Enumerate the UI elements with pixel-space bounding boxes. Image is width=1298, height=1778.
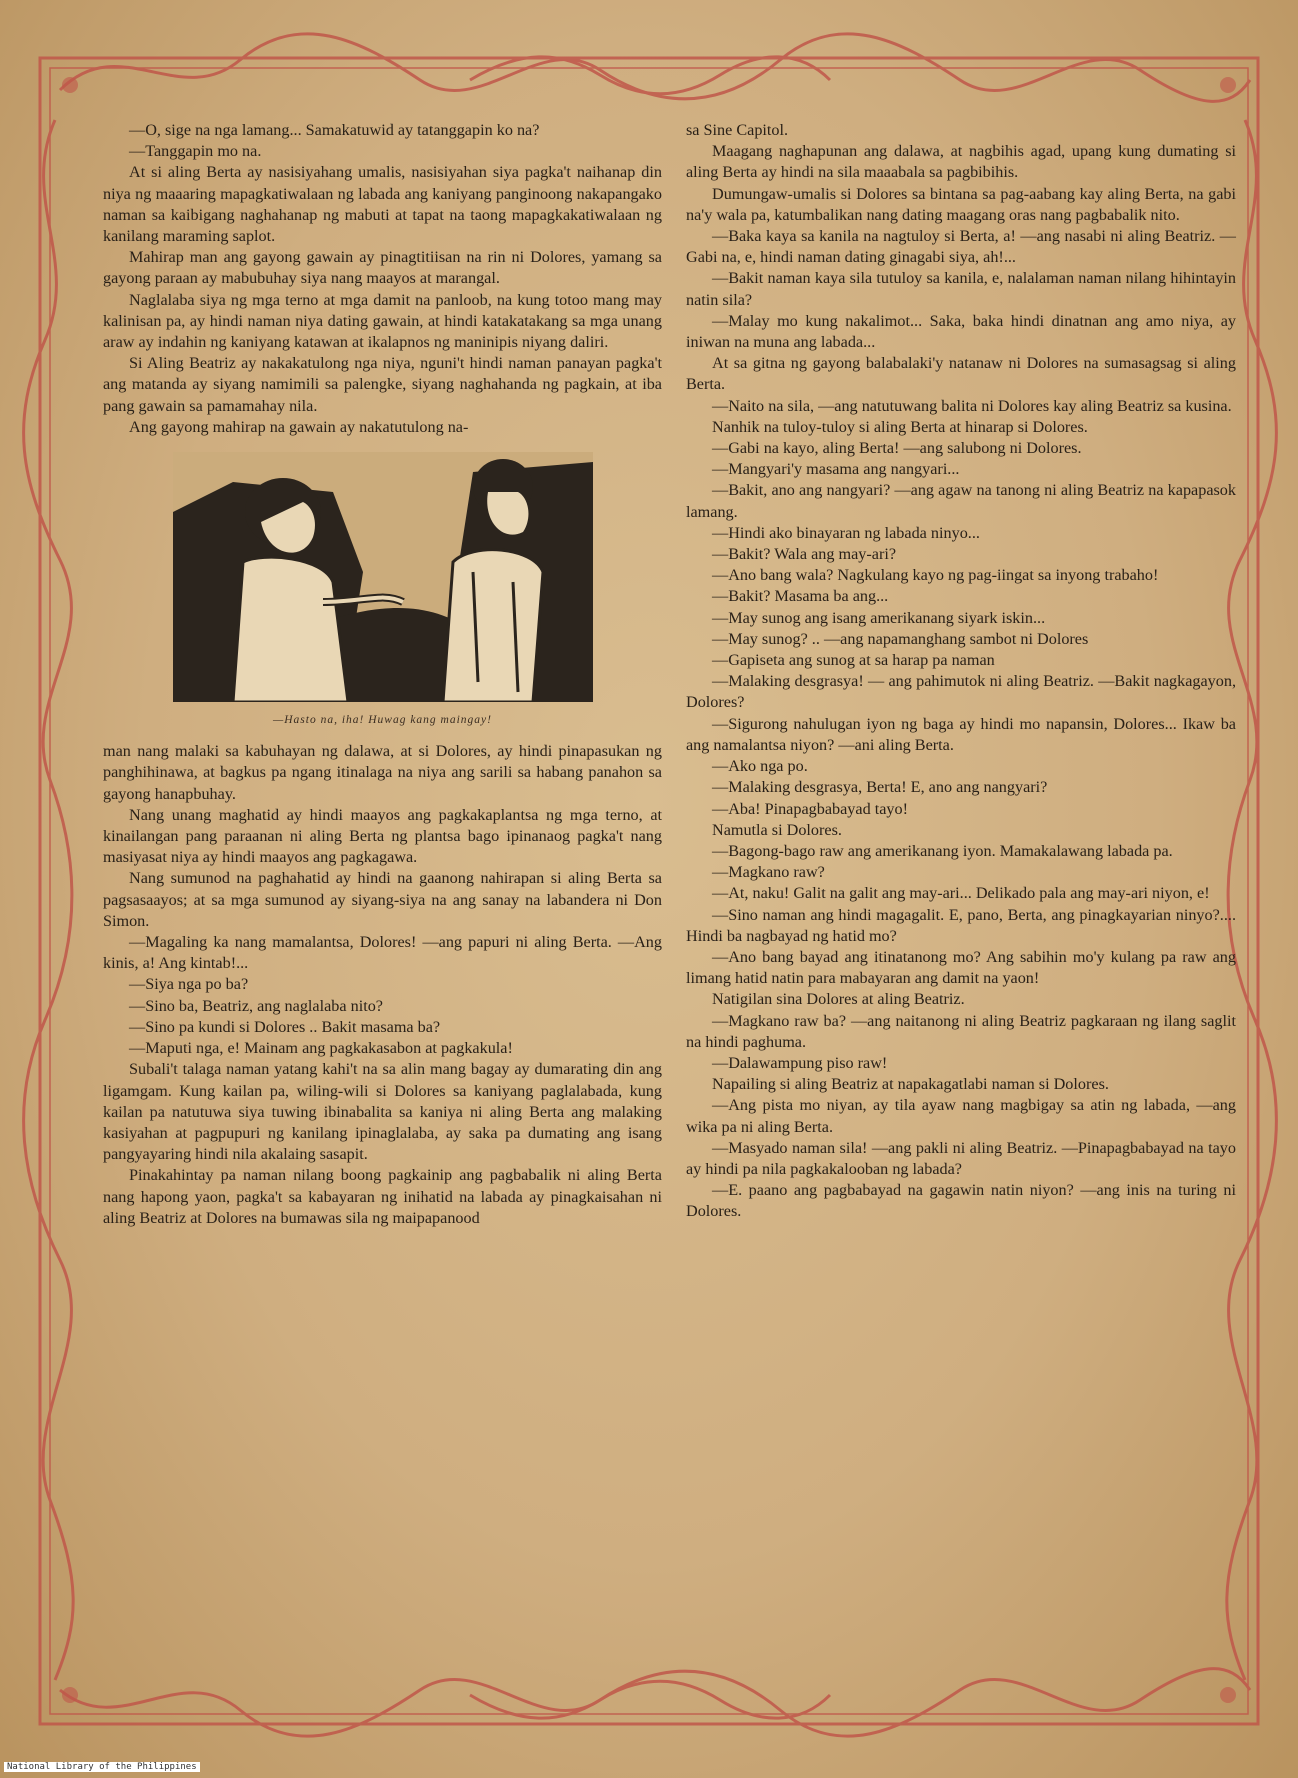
- paragraph: —Malay mo kung nakalimot... Saka, baka hindi dinatnan ang amo niya, ay iniwan na muna ang labada...: [686, 311, 1236, 352]
- paragraph: —Sino naman ang hindi magagalit. E, pano, Berta, ang pinagkayarian ninyo?.... Hindi ba nagbayad ng hatid mo?: [686, 905, 1236, 945]
- paragraph: —Gapiseta ang sunog at sa harap pa naman: [712, 651, 995, 670]
- paragraph: Si Aling Beatriz ay nakakatulong nga niya, nguni't hindi naman panayan pagka't ang matanda ay siyang namimili sa palengke, siyang naghahanda ng pagkain, at iba pang gawain sa pamamahay nila.: [103, 354, 662, 415]
- paragraph: —Sigurong nahulugan iyon ng baga ay hindi mo napansin, Dolores... Ikaw ba ang namalantsa niyon? —ani aling Berta.: [686, 714, 1236, 754]
- paragraph: —Dalawampung piso raw!: [712, 1053, 888, 1072]
- paragraph: —E. paano ang pagbabayad na gagawin natin niyon? —ang inis na turing ni Dolores.: [686, 1181, 1236, 1221]
- paragraph: —Magkano raw ba? —ang naitanong ni aling Beatriz pagkaraan ng ilang saglit na hindi paghuma.: [686, 1011, 1236, 1051]
- left-column: [103, 120, 662, 1229]
- paragraph: —At, naku! Galit na galit ang may-ari... Delikado pala ang may-ari niyon, e!: [712, 884, 1210, 903]
- paragraph: —Ang pista mo niyan, ay tila ayaw nang magbigay sa atin ng labada, —ang wika pa ni aling Berta.: [686, 1096, 1236, 1136]
- paragraph: —Bakit, ano ang nangyari? —ang agaw na tanong ni aling Beatriz na kapapasok lamang.: [686, 481, 1236, 521]
- paragraph: —Gabi na kayo, aling Berta! —ang salubong ni Dolores.: [712, 439, 1082, 458]
- paragraph: At si aling Berta ay nasisiyahang umalis, nasisiyahan siya pagka't naihanap din niya ng maaaring mapagkatiwalaan ng labada ang kaniyang panginoong nakapangako naman sa kaibigang naghahanap ng mabuti at tapat na taong mapagkakatiwalaan ng kanilang maraming saplot.: [103, 163, 662, 246]
- paragraph: Nang unang maghatid ay hindi maayos ang pagkakaplantsa ng mga terno, at kinailangan pang paraanan ni aling Berta ng plantsa bago ipinanaog pagka't nang masiyasat niya ay hindi maayos ang pagkagawa.: [103, 805, 662, 867]
- paragraph: —Aba! Pinapagbabayad tayo!: [712, 799, 908, 818]
- paragraph: Subali't talaga naman yatang kahi't na sa alin mang bagay ay dumarating din ang ligamgam. Kung kailan pa, wiling-wili si Dolores sa kaniyang paglalabada, kung kailan pa natutuwa siya tuwing ibinabalita sa kaniya ni aling Berta ang malaking kasiyahan at pagpupuri ng kanilang ipinaglalaba, ay saka pa dumating ang isang pangyayaring hindi nila akalaing sasapit.: [103, 1060, 662, 1164]
- paragraph: Napailing si aling Beatriz at napakagatlabi naman si Dolores.: [712, 1075, 1109, 1094]
- paragraph: At sa gitna ng gayong balabalaki'y natanaw ni Dolores na sumasagsag si aling Berta.: [686, 354, 1236, 394]
- paragraph: —Maputi nga, e! Mainam ang pagkakasabon at pagkakula!: [129, 1039, 513, 1058]
- paragraph: —Malaking desgrasya! — ang pahimutok ni aling Beatriz. —Bakit nagkagayon, Dolores?: [686, 672, 1236, 712]
- paragraph: —Tanggapin mo na.: [129, 142, 262, 161]
- paragraph: —Bagong-bago raw ang amerikanang iyon. Mamakalawang labada pa.: [712, 841, 1173, 860]
- paragraph: Dumungaw-umalis si Dolores sa bintana sa pag-aabang kay aling Berta, na gabi na'y wala pa, katumbalikan nang dating maagang oras nang pagbabalik nito.: [686, 184, 1236, 224]
- paragraph: —May sunog? .. —ang napamanghang sambot ni Dolores: [712, 629, 1089, 648]
- paragraph: Maagang naghapunan ang dalawa, at nagbihis agad, upang kung dumating si aling Berta ay hindi na sila maaabala sa pagbibihis.: [686, 142, 1236, 182]
- paragraph: Naglalaba siya ng mga terno at mga damit na panloob, na kung totoo mang may kalinisan pa, ay hindi naman niya dating gawain, at hindi katakatakang sa mga unang araw ay indahin ng kaniyang katawan at ikalapnos ng maninipis niyang daliri.: [103, 290, 662, 352]
- paragraph: —Hindi ako binayaran ng labada ninyo...: [712, 523, 980, 542]
- paragraph: —Sino ba, Beatriz, ang naglalaba nito?: [129, 996, 383, 1015]
- paragraph: sa Sine Capitol.: [686, 121, 789, 139]
- paragraph: —Magaling ka nang mamalantsa, Dolores! —ang papuri ni aling Berta. —Ang kinis, a! Ang kintab!...: [103, 933, 662, 973]
- paragraph: Ang gayong mahirap na gawain ay nakatutulong na-: [129, 417, 469, 436]
- paragraph: man nang malaki sa kabuhayan ng dalawa, at si Dolores, ay hindi pinapasukan ng panghihinawa, at bagkus pa ngang itinalaga na niya ang sarili sa habang panahon sa gayong hanapbuhay.: [103, 742, 662, 803]
- paragraph: Natigilan sina Dolores at aling Beatriz.: [712, 990, 965, 1009]
- paragraph: —May sunog ang isang amerikanang siyark iskin...: [712, 608, 1046, 627]
- paragraph: —Sino pa kundi si Dolores .. Bakit masama ba?: [129, 1017, 441, 1036]
- paragraph: —Mangyari'y masama ang nangyari...: [712, 460, 960, 479]
- paragraph: —Magkano raw?: [712, 863, 825, 882]
- paragraph: —Siya nga po ba?: [129, 975, 249, 994]
- paragraph: —Bakit naman kaya sila tutuloy sa kanila, e, nalalaman naman nilang hihintayin natin sila?: [686, 269, 1236, 309]
- paragraph: —Bakit? Masama ba ang...: [712, 587, 889, 606]
- paragraph: Pinakahintay pa naman nilang boong pagkainip ang pagbabalik ni aling Berta nang hapong yaon, pagka't sa kabayaran ng inihatid na labada ay pinagkaisahan ni aling Beatriz at Dolores na bumawas sila ng maipapanood: [103, 1166, 662, 1227]
- paragraph: —Bakit? Wala ang may-ari?: [712, 545, 897, 564]
- paragraph: —Ano bang wala? Nagkulang kayo ng pag-iingat sa inyong trabaho!: [712, 566, 1159, 585]
- paragraph: —Naito na sila, —ang natutuwang balita ni Dolores kay aling Beatriz sa kusina.: [712, 396, 1232, 415]
- paragraph: Nanhik na tuloy-tuloy si aling Berta at hinarap si Dolores.: [712, 417, 1088, 436]
- paragraph: Nang sumunod na paghahatid ay hindi na gaanong nahirapan si aling Berta sa pagsasaayos; at sa mga sumunod ay siyang-siya na ang sanay na labandera ni Don Simon.: [103, 869, 662, 930]
- paragraph: —O, sige na nga lamang... Samakatuwid ay tatanggapin ko na?: [129, 121, 540, 139]
- paragraph: Mahirap man ang gayong gawain ay pinagtitiisan na rin ni Dolores, yamang sa gayong paraan ay mabubuhay siya nang maayos at marangal.: [103, 248, 662, 288]
- woodcut-illustration: [173, 452, 593, 702]
- paragraph: —Masyado naman sila! —ang pakli ni aling Beatriz. —Pinapagbabayad na tayo ay hindi pa nila pagkakalooban ng labada?: [686, 1138, 1236, 1178]
- paragraph: —Malaking desgrasya, Berta! E, ano ang nangyari?: [712, 778, 1048, 797]
- right-column: [686, 120, 1236, 1223]
- figure-caption: —Hasto na, iha! Huwag kang maingay!: [273, 714, 492, 727]
- illustration: [173, 452, 593, 731]
- paragraph: —Ako nga po.: [712, 757, 808, 776]
- footer-credit: National Library of the Philippines: [4, 1762, 200, 1772]
- paragraph: Namutla si Dolores.: [712, 820, 842, 839]
- paragraph: —Baka kaya sa kanila na nagtuloy si Berta, a! —ang nasabi ni aling Beatriz. —Gabi na, e, hindi naman dating ginagabi siya, ah!...: [686, 227, 1236, 267]
- paragraph: —Ano bang bayad ang itinatanong mo? Ang sabihin mo'y kulang pa raw ang limang hatid natin para mabayaran ang damit na yaon!: [686, 947, 1236, 988]
